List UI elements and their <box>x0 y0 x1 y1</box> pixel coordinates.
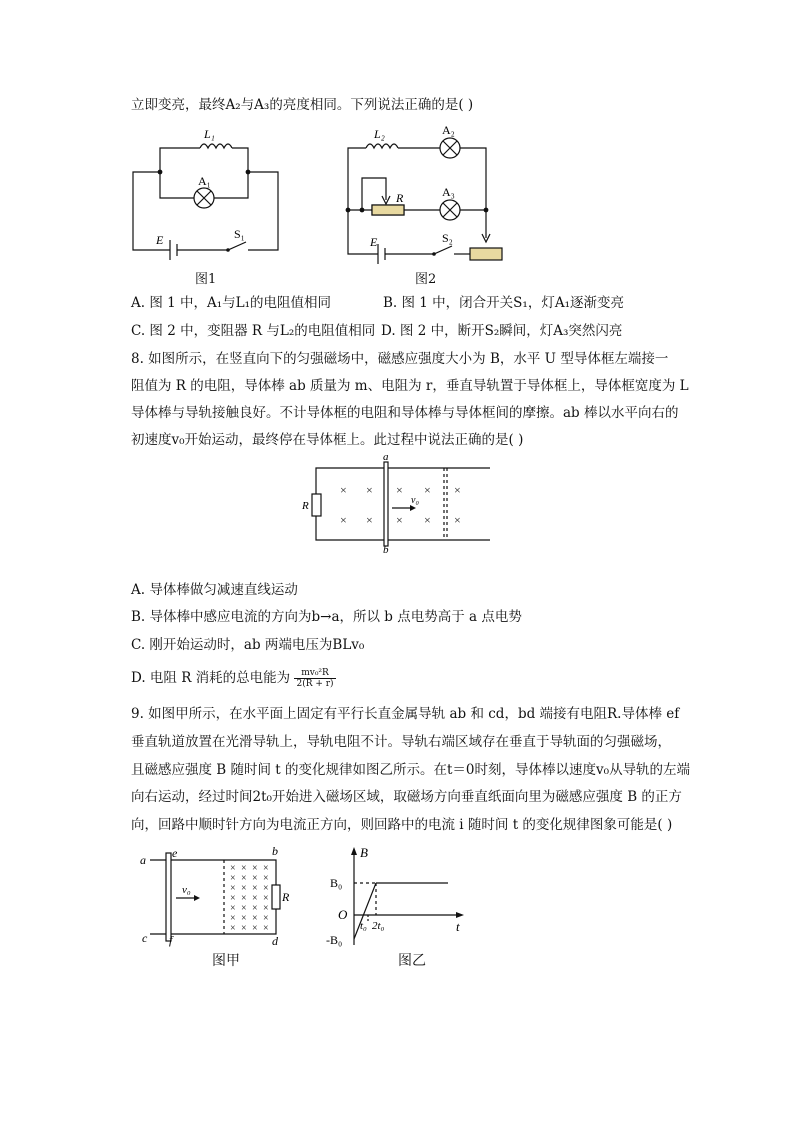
q9-yi-neg-b0: -B₀ <box>326 933 343 947</box>
q8-option-a: A. 导体棒做匀减速直线运动 <box>131 582 298 598</box>
q7-figure-2 <box>338 122 513 267</box>
q9-field-mark: × <box>263 893 269 904</box>
q9-label-v0: v₀ <box>182 884 191 896</box>
q8-option-b: B. 导体棒中感应电流的方向为b→a，所以 b 点电势高于 a 点电势 <box>131 609 522 625</box>
q8-field-mark: × <box>366 513 373 527</box>
q9-field-mark: × <box>230 883 236 894</box>
q8-field-mark: × <box>424 513 431 527</box>
q9-stem-line-5: 向，回路中顺时针方向为电流正方向，则回路中的电流 i 随时间 t 的变化规律图象可能是( ) <box>131 817 673 833</box>
q8-field-mark: × <box>396 513 403 527</box>
q9-field-mark: × <box>230 863 236 874</box>
q9-field-mark: × <box>241 883 247 894</box>
q9-field-mark: × <box>252 863 258 874</box>
q8-label-v0: v₀ <box>411 495 419 506</box>
q9-field-mark: × <box>241 873 247 884</box>
q9-field-mark: × <box>263 903 269 914</box>
q7-stem-tail: 立即变亮，最终A₂与A₃的亮度相同。下列说法正确的是( ) <box>131 97 474 113</box>
fig2-a3-label: A₃ <box>442 185 455 199</box>
q7-option-b: B. 图 1 中，闭合开关S₁，灯A₁逐渐变亮 <box>383 295 624 311</box>
q7-figure-1 <box>128 122 288 267</box>
fig1-caption: 图1 <box>195 272 217 287</box>
q9-field-mark: × <box>241 913 247 924</box>
q8-stem-line-4: 初速度v₀开始运动，最终停在导体框上。此过程中说法正确的是( ) <box>131 432 524 448</box>
q9-field-mark: × <box>230 903 236 914</box>
q9-field-mark: × <box>230 923 236 934</box>
q9-yi-origin: O <box>338 907 348 922</box>
q8-field-mark: × <box>396 483 403 497</box>
q9-stem-line-3: 且磁感应强度 B 随时间 t 的变化规律如图乙所示。在t＝0时刻，导体棒以速度v₀从导轨的左端 <box>131 762 691 778</box>
q8-option-d <box>131 668 336 689</box>
q9-label-d: d <box>272 934 278 947</box>
q9-figure-yi <box>324 845 474 949</box>
q8-stem-line-3: 导体棒与导轨接触良好。不计导体框的电阻和导体棒与导体框间的摩擦。ab 棒以水平向右的 <box>131 405 679 421</box>
q8-field-mark: × <box>454 513 461 527</box>
q9-label-c: c <box>142 931 148 945</box>
q8-figure <box>298 452 498 554</box>
q9-field-mark: × <box>230 893 236 904</box>
q9-stem-line-1: 9. 如图甲所示，在水平面上固定有平行长直金属导轨 ab 和 cd，bd 端接有电阻R.导体棒 ef <box>131 706 680 722</box>
q8-option-d-fraction <box>294 668 335 689</box>
fig-yi-caption: 图乙 <box>398 953 426 969</box>
q8-field-mark: × <box>366 483 373 497</box>
q9-field-mark: × <box>241 903 247 914</box>
q9-stem-line-4: 向右运动，经过时间2t₀开始进入磁场区域，取磁场方向垂直纸面向里为磁感应强度 B 的正方 <box>131 789 682 805</box>
q8-stem-line-1: 8. 如图所示，在竖直向下的匀强磁场中，磁感应强度大小为 B，水平 U 型导体框左端接一 <box>131 351 669 367</box>
q9-yi-2t0: 2t₀ <box>372 920 385 932</box>
q8-field-mark: × <box>340 483 347 497</box>
q9-field-mark: × <box>230 873 236 884</box>
fig-jia-caption: 图甲 <box>212 953 240 969</box>
q9-field-mark: × <box>241 893 247 904</box>
q8-label-b: b <box>383 544 389 554</box>
q8-option-d-numerator: mv₀²R <box>294 668 335 679</box>
q9-field-mark: × <box>252 903 258 914</box>
fig2-r-label: R <box>396 191 404 205</box>
q9-stem-line-2: 垂直轨道放置在光滑导轨上，导轨电阻不计。导轨右端区域存在垂直于导轨面的匀强磁场， <box>131 734 671 750</box>
q9-field-mark: × <box>263 863 269 874</box>
q7-option-c: C. 图 2 中，变阻器 R 与L₂的电阻值相同 <box>131 323 376 339</box>
q9-field-mark: × <box>263 883 269 894</box>
fig2-s2-label: S₂ <box>442 231 453 245</box>
q9-field-marks <box>230 863 269 934</box>
q9-yi-t0: t₀ <box>360 920 367 932</box>
q8-field-mark: × <box>454 483 461 497</box>
q9-field-mark: × <box>252 893 258 904</box>
fig1-a1-label: A₁ <box>198 174 211 188</box>
q9-field-mark: × <box>241 863 247 874</box>
q9-field-mark: × <box>252 923 258 934</box>
q8-field-mark: × <box>340 513 347 527</box>
q9-field-mark: × <box>252 883 258 894</box>
q9-label-e: e <box>172 846 178 860</box>
q9-label-f: f <box>169 933 173 947</box>
q8-stem-line-2: 阻值为 R 的电阻，导体棒 ab 质量为 m、电阻为 r，垂直导轨置于导体框上，导体框宽度为 L <box>131 378 689 394</box>
fig1-l1-label: L₁ <box>204 127 215 141</box>
q9-label-b: b <box>272 844 278 858</box>
fig2-e-label: E <box>370 235 378 249</box>
q9-yi-axis-t: t <box>456 919 460 934</box>
q9-yi-axis-b: B <box>360 845 368 860</box>
q8-field-mark: × <box>424 483 431 497</box>
fig1-e-label: E <box>156 233 164 247</box>
q9-figure-jia <box>138 843 298 947</box>
q8-option-c: C. 刚开始运动时，ab 两端电压为BLv₀ <box>131 637 365 653</box>
fig1-s1-label: S₁ <box>234 227 245 241</box>
q9-field-mark: × <box>252 873 258 884</box>
q9-field-mark: × <box>263 923 269 934</box>
q9-field-mark: × <box>241 923 247 934</box>
q9-field-mark: × <box>263 873 269 884</box>
q8-option-d-prefix: D. 电阻 R 消耗的总电能为 <box>131 670 291 686</box>
q7-option-d: D. 图 2 中，断开S₂瞬间，灯A₃突然闪亮 <box>381 323 623 339</box>
q9-field-mark: × <box>252 913 258 924</box>
q8-option-d-denominator: 2(R + r) <box>296 679 334 689</box>
q8-label-a: a <box>383 452 389 463</box>
q9-label-r: R <box>282 890 290 904</box>
q9-field-mark: × <box>230 913 236 924</box>
q9-label-a: a <box>140 853 146 867</box>
fig2-a2-label: A₂ <box>442 123 455 137</box>
q8-label-r: R <box>302 500 309 512</box>
q7-option-a: A. 图 1 中，A₁与L₁的电阻值相同 <box>131 295 332 311</box>
fig2-l2-label: L₂ <box>374 127 385 141</box>
fig2-caption: 图2 <box>415 272 437 287</box>
q9-yi-b0: B₀ <box>330 876 343 890</box>
q9-field-mark: × <box>263 913 269 924</box>
